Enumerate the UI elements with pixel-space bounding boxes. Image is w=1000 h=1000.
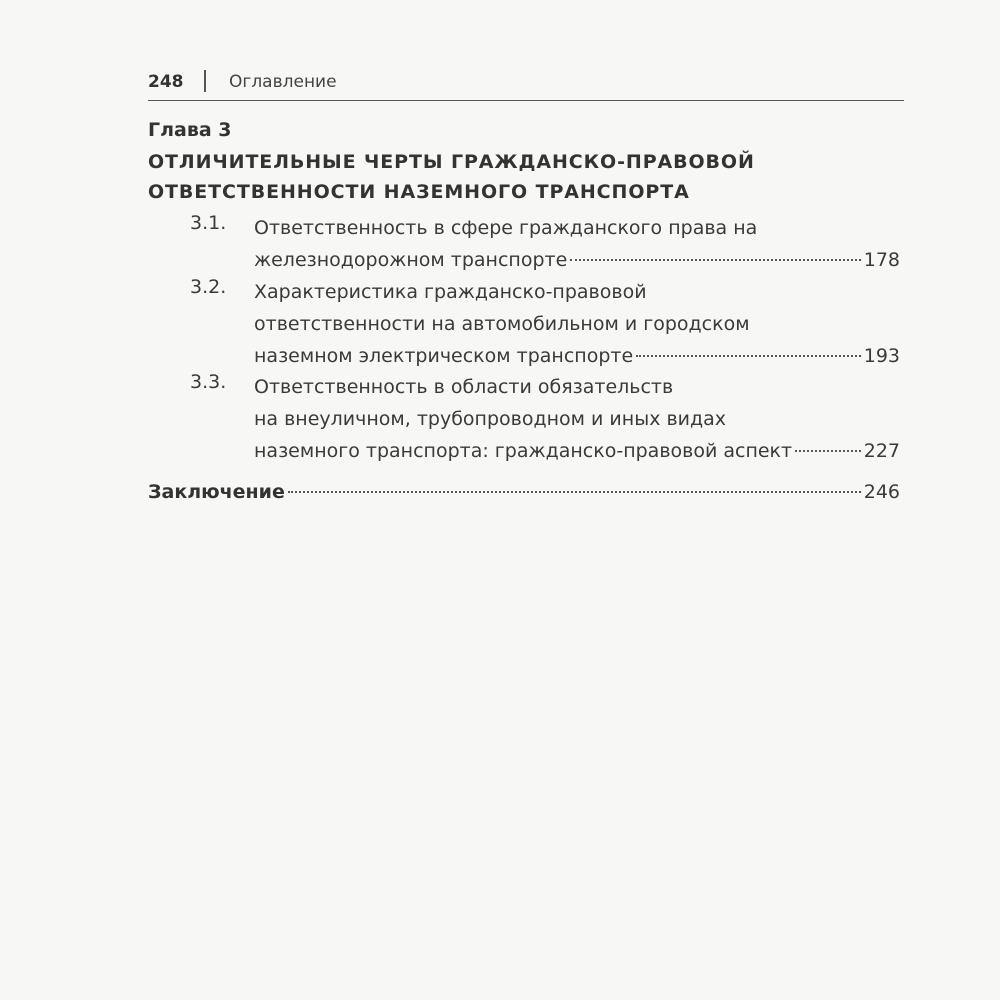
conclusion-label: Заключение [148, 481, 285, 503]
dot-leader [570, 259, 860, 261]
section-title-line: наземного транспорта: гражданско-правовой аспект [254, 440, 793, 462]
section-title [254, 371, 900, 467]
section-title-line: на внеуличном, трубопроводном и иных видах [254, 408, 727, 430]
section-title-line: Характеристика гражданско-правовой [254, 281, 647, 303]
dot-leader [636, 355, 861, 357]
page-reference[interactable]: 178 [863, 249, 900, 271]
section-title-line: наземном электрическом транспорте [254, 345, 634, 367]
header-divider [204, 70, 206, 92]
page-reference[interactable]: 193 [863, 345, 900, 367]
page-number: 248 [148, 72, 184, 92]
section-title-line: ответственности на автомобильном и городском [254, 313, 750, 335]
chapter-title [148, 147, 908, 207]
section-title-line: Ответственность в области обязательств [254, 376, 674, 398]
chapter-title-line: ОТЛИЧИТЕЛЬНЫЕ ЧЕРТЫ ГРАЖДАНСКО-ПРАВОВОЙ [148, 151, 755, 173]
section-title-last-line [254, 244, 900, 276]
section-title [254, 212, 900, 276]
section-title-line: Ответственность в сфере гражданского права на [254, 217, 758, 239]
section-number: 3.3. [190, 371, 227, 393]
running-header [148, 68, 904, 101]
dot-leader [288, 491, 861, 493]
section-number: 3.1. [190, 212, 227, 234]
section-number: 3.2. [190, 276, 227, 298]
page-reference[interactable]: 227 [863, 440, 900, 462]
section-title-last-line [254, 340, 900, 372]
toc-entry-conclusion[interactable] [148, 476, 900, 508]
chapter-title-line: ОТВЕТСТВЕННОСТИ НАЗЕМНОГО ТРАНСПОРТА [148, 181, 690, 203]
section-title-line: железнодорожном транспорте [254, 249, 568, 271]
section-title [254, 276, 900, 372]
section-title-last-line [254, 435, 900, 467]
dot-leader [795, 450, 861, 452]
running-title: Оглавление [229, 72, 337, 92]
chapter-label: Глава 3 [148, 119, 232, 141]
page-reference[interactable]: 246 [863, 481, 900, 503]
